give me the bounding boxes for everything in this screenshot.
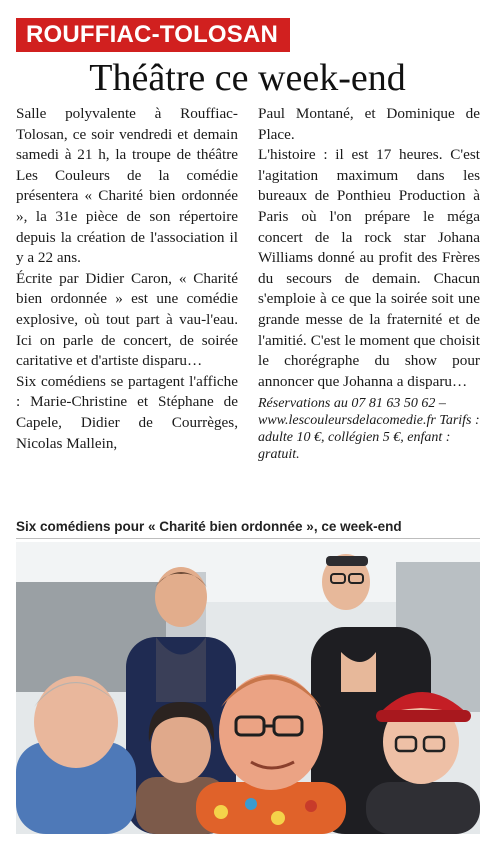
article-headline: Théâtre ce week-end (89, 57, 406, 99)
section-rubric: ROUFFIAC-TOLOSAN (16, 18, 290, 52)
article-paragraph: L'histoire : il est 17 heures. C'est l'agitation maximum dans les bureaux de Ponthieu Production à Paris où l'on prépare le méga concert de la rock star Johana Williams donné au profit des Frères du secours de demain. Chacun s'emploie à ce que la soirée soit une grande messe de la fraternité et de l'amitié. C'est le moment que choisit le chorégraphe du show pour annoncer que Johanna a disparu… (258, 146, 480, 390)
reservation-info: Réservations au 07 81 63 50 62 – www.lescouleursdelacomedie.fr Tarifs : adulte 10 €, collégien 5 €, enfant : gratuit. (258, 396, 480, 462)
article-paragraph: Écrite par Didier Caron, « Charité bien ordonnée » est une comédie explosive, où tout part à vau-l'eau. Ici on parle de concert, de soirée caritative et d'artiste disparu… (16, 269, 238, 370)
article-paragraph: Paul Montané, et Dominique de Place. (258, 105, 480, 143)
article-column-left (16, 104, 238, 454)
caption-divider (16, 538, 480, 539)
article-paragraph: Six comédiens se partagent l'affiche : Marie-Christine et Stéphane de Capele, Didier de Courrèges, Nicolas Mallein, (16, 372, 238, 452)
photo-caption: Six comédiens pour « Charité bien ordonnée », ce week-end (16, 519, 402, 534)
article-column-right (258, 104, 480, 464)
article-paragraph: Salle polyvalente à Rouffiac-Tolosan, ce soir vendredi et demain samedi à 21 h, la troupe de théâtre Les Couleurs de la comédie présentera « Charité bien ordonnée », la 31e pièce de son répertoire depuis la création de l'association il y a 22 ans. (16, 105, 238, 267)
cast-photo (16, 542, 480, 834)
cast-photo-illustration (16, 542, 480, 834)
